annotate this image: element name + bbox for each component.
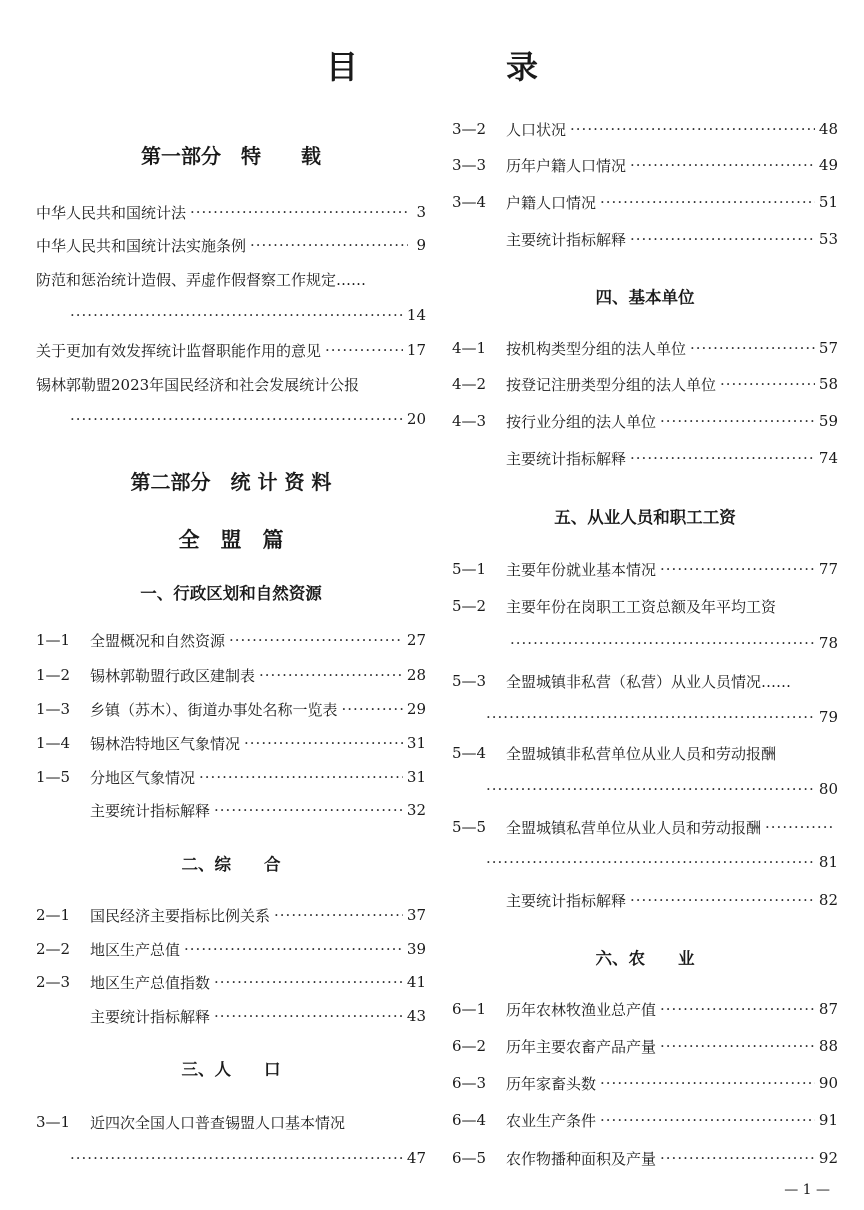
entry-title: 历年家畜头数 (506, 1074, 597, 1093)
toc-entry[interactable] (452, 446, 838, 470)
entry-number: 6—3 (452, 1074, 487, 1092)
dot-leader (70, 1149, 403, 1167)
entry-title: 农作物播种面积及产量 (506, 1149, 657, 1168)
entry-number: 6—2 (452, 1037, 487, 1055)
dot-leader (630, 891, 815, 909)
entry-page: 31 (406, 734, 426, 752)
entry-title: 按登记注册类型分组的法人单位 (506, 375, 717, 394)
dot-leader (660, 1037, 815, 1055)
entry-page: 51 (818, 193, 838, 211)
toc-entry[interactable] (36, 937, 426, 961)
dot-leader (765, 818, 834, 836)
page-title: 目 录 (325, 48, 596, 86)
toc-entry[interactable] (36, 1110, 426, 1134)
toc-entry[interactable] (452, 815, 838, 839)
toc-entry[interactable] (36, 765, 426, 789)
toc-entry[interactable] (452, 997, 838, 1021)
entry-page: 41 (406, 973, 426, 991)
toc-entry[interactable] (36, 338, 426, 362)
dot-leader (486, 780, 815, 798)
entry-number: 3—4 (452, 193, 487, 211)
entry-title: 国民经济主要指标比例关系 (90, 906, 271, 925)
entry-page: 31 (406, 768, 426, 786)
toc-entry[interactable] (452, 117, 838, 141)
entry-page: 82 (818, 891, 838, 909)
entry-page: 20 (406, 410, 426, 428)
dot-leader (342, 700, 403, 718)
entry-number: 2—3 (36, 973, 71, 991)
toc-entry[interactable] (452, 1071, 838, 1095)
entry-title: 历年主要农畜产品产量 (506, 1037, 657, 1056)
dot-leader (199, 768, 403, 786)
entry-number: 6—1 (452, 1000, 487, 1018)
toc-entry[interactable] (452, 888, 838, 912)
entry-number: 6—5 (452, 1149, 487, 1167)
entry-number: 5—4 (452, 744, 487, 762)
dot-leader (630, 230, 815, 248)
entry-page: 87 (818, 1000, 838, 1018)
entry-number: 3—3 (452, 156, 487, 174)
entry-page: 53 (818, 230, 838, 248)
entry-page: 81 (818, 853, 838, 871)
toc-entry[interactable] (36, 731, 426, 755)
entry-title: 锡林浩特地区气象情况 (90, 734, 241, 753)
section-heading: 二、综 合 (181, 855, 281, 874)
entry-title: 关于更加有效发挥统计监督职能作用的意见 (36, 341, 322, 360)
entry-title: 按行业分组的法人单位 (506, 412, 657, 431)
volume-heading: 全 盟 篇 (178, 528, 284, 552)
entry-title: 主要年份就业基本情况 (506, 560, 657, 579)
dot-leader (630, 156, 815, 174)
entry-title: 历年户籍人口情况 (506, 156, 627, 175)
dot-leader (630, 449, 815, 467)
toc-entry[interactable] (452, 1146, 838, 1170)
entry-title: 按机构类型分组的法人单位 (506, 339, 687, 358)
entry-title: 人口状况 (506, 120, 567, 139)
toc-entry[interactable] (452, 1034, 838, 1058)
entry-page: 77 (818, 560, 838, 578)
entry-title: 主要统计指标解释 (506, 891, 627, 910)
entry-page: 49 (818, 156, 838, 174)
entry-page: 57 (818, 339, 838, 357)
toc-entry[interactable] (452, 372, 838, 396)
entry-number: 1—1 (36, 631, 71, 649)
entry-title: 主要统计指标解释 (506, 230, 627, 249)
toc-entry[interactable] (452, 336, 838, 360)
entry-number: 4—1 (452, 339, 487, 357)
dot-leader (184, 940, 403, 958)
dot-leader (660, 412, 815, 430)
toc-entry-continuation[interactable] (452, 850, 838, 874)
dot-leader (486, 853, 815, 871)
entry-title: 全盟城镇非私营单位从业人员和劳动报酬 (506, 744, 777, 763)
part-heading: 第二部分 统 计 资 料 (130, 470, 332, 494)
dot-leader (600, 1111, 815, 1129)
dot-leader (600, 1074, 815, 1092)
dot-leader (259, 666, 403, 684)
toc-entry-continuation[interactable] (36, 407, 426, 431)
dot-leader (214, 1007, 403, 1025)
entry-page: 47 (406, 1149, 426, 1167)
entry-page: 32 (406, 801, 426, 819)
toc-entry[interactable] (36, 903, 426, 927)
entry-title: 农业生产条件 (506, 1111, 597, 1130)
entry-title: 分地区气象情况 (90, 768, 196, 787)
toc-entry-continuation[interactable] (452, 705, 838, 729)
dot-leader (660, 560, 815, 578)
dot-leader (720, 375, 815, 393)
entry-title: 主要统计指标解释 (506, 449, 627, 468)
toc-entry[interactable] (36, 1004, 426, 1028)
entry-page: 79 (818, 708, 838, 726)
entry-title: 全盟概况和自然资源 (90, 631, 226, 650)
entry-number: 1—4 (36, 734, 71, 752)
entry-page: 59 (818, 412, 838, 430)
entry-page: 80 (818, 780, 838, 798)
dot-leader (190, 203, 408, 221)
dot-leader (214, 973, 403, 991)
section-heading: 六、农 业 (595, 949, 695, 968)
entry-title: 户籍人口情况 (506, 193, 597, 212)
toc-entry[interactable] (452, 190, 838, 214)
dot-leader (70, 306, 403, 324)
entry-title: 地区生产总值指数 (90, 973, 211, 992)
section-heading: 三、人 口 (181, 1060, 281, 1079)
entry-page: 17 (406, 341, 426, 359)
toc-entry[interactable] (452, 153, 838, 177)
toc-entry-continuation[interactable] (36, 303, 426, 327)
entry-number: 3—2 (452, 120, 487, 138)
entry-number: 5—2 (452, 597, 487, 615)
entry-title: 乡镇（苏木）、街道办事处名称一览表 (90, 700, 338, 719)
entry-page: 58 (818, 375, 838, 393)
toc-entry[interactable] (452, 741, 838, 765)
entry-number: 5—5 (452, 818, 487, 836)
entry-page: 37 (406, 906, 426, 924)
dot-leader (244, 734, 403, 752)
toc-entry[interactable] (36, 233, 426, 257)
entry-title: 中华人民共和国统计法 (36, 203, 187, 222)
entry-title: 主要统计指标解释 (90, 1007, 211, 1026)
entry-number: 4—3 (452, 412, 487, 430)
entry-page: 48 (818, 120, 838, 138)
entry-number: 1—3 (36, 700, 71, 718)
part-heading: 第一部分 特 载 (141, 144, 321, 168)
toc-entry[interactable] (36, 200, 426, 224)
entry-title: 锡林郭勒盟2023年国民经济和社会发展统计公报 (36, 375, 360, 394)
dot-leader (486, 708, 815, 726)
section-heading: 四、基本单位 (595, 288, 695, 307)
entry-number: 5—3 (452, 672, 487, 690)
dot-leader (274, 906, 403, 924)
entry-page: 88 (818, 1037, 838, 1055)
toc-entry[interactable] (452, 669, 838, 693)
entry-number: 3—1 (36, 1113, 71, 1131)
dot-leader (660, 1000, 815, 1018)
toc-entry[interactable] (36, 267, 426, 291)
dot-leader (510, 634, 815, 652)
toc-entry[interactable] (452, 409, 838, 433)
dot-leader (570, 120, 815, 138)
entry-page: 78 (818, 634, 838, 652)
dot-leader (250, 236, 408, 254)
entry-number: 4—2 (452, 375, 487, 393)
toc-entry-continuation[interactable] (452, 631, 838, 655)
dot-leader (325, 341, 403, 359)
entry-title: 近四次全国人口普查锡盟人口基本情况 (90, 1113, 346, 1132)
entry-page: 90 (818, 1074, 838, 1092)
section-heading: 一、行政区划和自然资源 (140, 584, 322, 603)
toc-entry-continuation[interactable] (36, 1146, 426, 1170)
dot-leader (70, 410, 403, 428)
entry-page: 74 (818, 449, 838, 467)
entry-number: 6—4 (452, 1111, 487, 1129)
entry-number: 5—1 (452, 560, 487, 578)
entry-title: 地区生产总值 (90, 940, 181, 959)
entry-page: 14 (406, 306, 426, 324)
dot-leader (690, 339, 815, 357)
entry-title: 主要统计指标解释 (90, 801, 211, 820)
toc-entry[interactable] (36, 372, 426, 396)
entry-page: 92 (818, 1149, 838, 1167)
entry-page: 28 (406, 666, 426, 684)
toc-entry-continuation[interactable] (452, 777, 838, 801)
entry-page: 27 (406, 631, 426, 649)
entry-number: 1—5 (36, 768, 71, 786)
entry-title: 主要年份在岗职工工资总额及年平均工资 (506, 597, 777, 616)
toc-entry[interactable] (452, 1108, 838, 1132)
entry-page: 9 (416, 236, 426, 254)
entry-page: 91 (818, 1111, 838, 1129)
entry-title: 全盟城镇私营单位从业人员和劳动报酬 (506, 818, 762, 837)
toc-entry[interactable] (36, 798, 426, 822)
toc-entry[interactable] (36, 970, 426, 994)
entry-title: 防范和惩治统计造假、弄虚作假督察工作规定…… (36, 270, 367, 289)
entry-page: 39 (406, 940, 426, 958)
toc-entry[interactable] (36, 628, 426, 652)
dot-leader (660, 1149, 815, 1167)
entry-page: 29 (406, 700, 426, 718)
entry-number: 2—1 (36, 906, 71, 924)
toc-entry[interactable] (452, 227, 838, 251)
entry-page: 3 (416, 203, 426, 221)
toc-entry[interactable] (452, 557, 838, 581)
entry-title: 锡林郭勒盟行政区建制表 (90, 666, 256, 685)
dot-leader (229, 631, 403, 649)
dot-leader (600, 193, 815, 211)
toc-entry[interactable] (452, 594, 838, 618)
entry-number: 2—2 (36, 940, 71, 958)
page-number: — 1 — (784, 1182, 830, 1198)
dot-leader (214, 801, 403, 819)
entry-page: 43 (406, 1007, 426, 1025)
entry-title: 全盟城镇非私营（私营）从业人员情况…… (506, 672, 792, 691)
entry-title: 历年农林牧渔业总产值 (506, 1000, 657, 1019)
toc-entry[interactable] (36, 697, 426, 721)
entry-title: 中华人民共和国统计法实施条例 (36, 236, 247, 255)
toc-entry[interactable] (36, 663, 426, 687)
section-heading: 五、从业人员和职工工资 (554, 508, 736, 527)
entry-number: 1—2 (36, 666, 71, 684)
